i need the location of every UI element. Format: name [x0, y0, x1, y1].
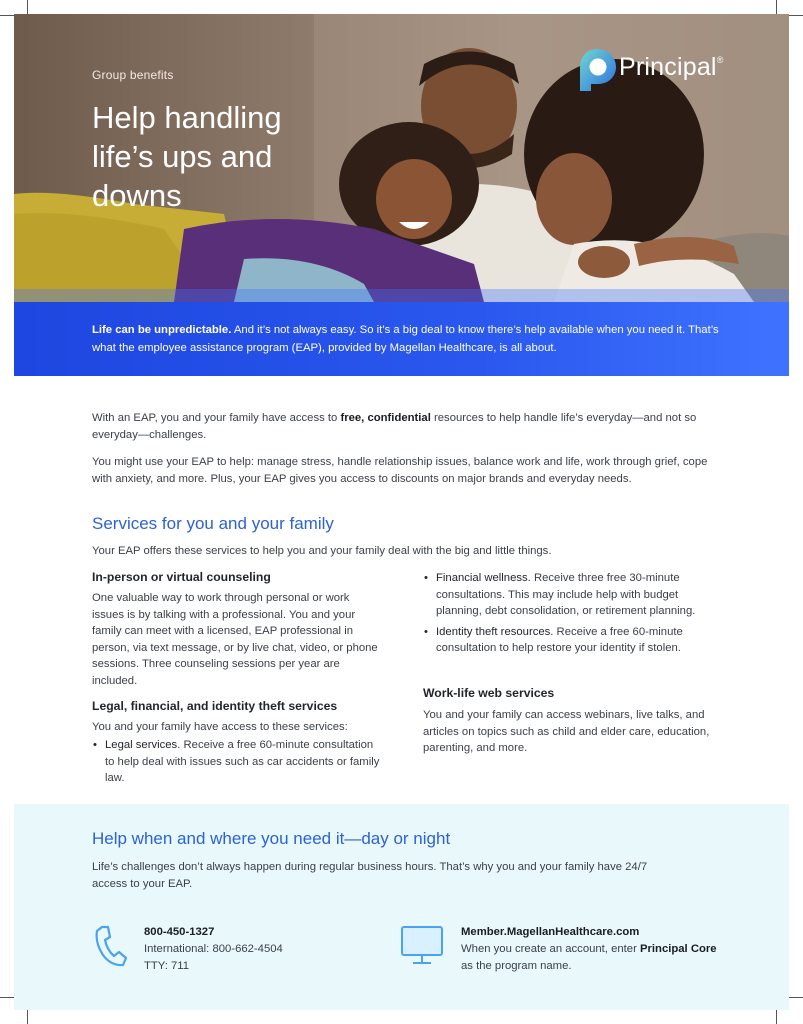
list-item	[423, 570, 723, 620]
item-text: Receive a free 60-minute consultation to help restore your identity if stolen.	[436, 625, 683, 654]
worklife-text: You and your family can access webinars, live talks, and articles on topics such as child and elder care, education, parenting, and more.	[423, 709, 710, 754]
phone-icon	[94, 924, 128, 968]
logo-text: Principal	[619, 53, 717, 81]
intro-band	[14, 302, 789, 376]
worklife-heading: Work-life web services	[423, 686, 555, 700]
crop-mark	[27, 1010, 28, 1024]
counseling-heading: In-person or virtual counseling	[92, 570, 271, 584]
web-instructions	[461, 941, 731, 974]
eyebrow-label: Group benefits	[92, 68, 174, 82]
international-number[interactable]: International: 800-662-4504	[144, 943, 283, 955]
help-text: Life’s challenges don’t always happen during regular business hours. That’s why you and your family have 24/7 access to your EAP.	[92, 861, 648, 890]
crop-mark	[776, 1010, 777, 1024]
services-intro: Your EAP offers these services to help you and your family deal with the big and little things.	[92, 545, 552, 557]
intro-text	[92, 321, 732, 357]
crop-mark	[776, 0, 777, 14]
principal-logo-icon	[577, 48, 617, 92]
item-text: Receive three free 30-minute consultations. This may include help with budget planning, debt consolidation, or retirement planning.	[436, 572, 696, 617]
phone-number[interactable]: 800-450-1327	[144, 926, 215, 938]
member-website-link[interactable]: Member.MagellanHealthcare.com	[461, 926, 640, 938]
item-lead: Legal services.	[105, 739, 181, 751]
services-list-right	[423, 570, 723, 661]
intro-lead: Life can be unpredictable.	[92, 324, 232, 336]
body-paragraph-2: You might use your EAP to help: manage stress, handle relationship issues, balance work and life, work through grief, cope with anxiety, and more. Plus, your EAP gives you access to discounts on major brands and everyday needs.	[92, 456, 708, 485]
page-title: Help handling life’s ups and downs	[92, 100, 282, 213]
body-paragraph-1	[92, 410, 722, 443]
hero-banner	[14, 14, 789, 302]
web-text-after: as the program name.	[461, 959, 572, 972]
item-text: Receive a free 60-minute consultation to help deal with issues such as car accidents or family law.	[105, 739, 380, 784]
legal-intro: You and your family have access to these services:	[92, 721, 348, 733]
crop-mark	[789, 997, 803, 998]
legal-heading: Legal, financial, and identity theft services	[92, 699, 338, 713]
logo-wordmark	[619, 53, 724, 82]
logo-registered-mark: ®	[716, 55, 724, 65]
legal-list	[92, 737, 382, 791]
monitor-icon	[400, 924, 444, 968]
p1-bold: free, confidential	[340, 412, 431, 424]
crop-mark	[789, 15, 803, 16]
crop-mark	[0, 997, 14, 998]
item-lead: Identity theft resources.	[436, 625, 554, 638]
counseling-text: One valuable way to work through personal or work issues is by talking with a professional. You and your family can meet with a licensed, EAP professional in person, via text message, or by live chat, video, or phone sessions. Three counseling sessions per year are included.	[92, 592, 378, 687]
p1-before: With an EAP, you and your family have access to	[92, 412, 341, 424]
web-text-before: When you create an account, enter	[461, 943, 640, 955]
item-lead: Financial wellness.	[436, 572, 531, 584]
help-band	[14, 804, 789, 1010]
services-heading: Services for you and your family	[92, 514, 334, 533]
tty-number[interactable]: TTY: 711	[144, 960, 189, 972]
intro-rest: And it’s not always easy. So it’s a big deal to know there’s help available when you need it. That’s what the employee assistance program (EAP), provided by Magellan Healthcare, is all about.	[92, 324, 719, 354]
program-name: Principal Core	[639, 943, 717, 955]
list-item	[423, 624, 723, 657]
crop-mark	[27, 0, 28, 14]
help-heading: Help when and where you need it—day or night	[92, 829, 451, 848]
flyer-page	[14, 14, 789, 1010]
principal-logo	[577, 48, 747, 92]
list-item	[92, 737, 382, 787]
p1-after: resources to help handle life’s everyday—and not so everyday—challenges.	[92, 412, 697, 441]
crop-mark	[0, 15, 14, 16]
